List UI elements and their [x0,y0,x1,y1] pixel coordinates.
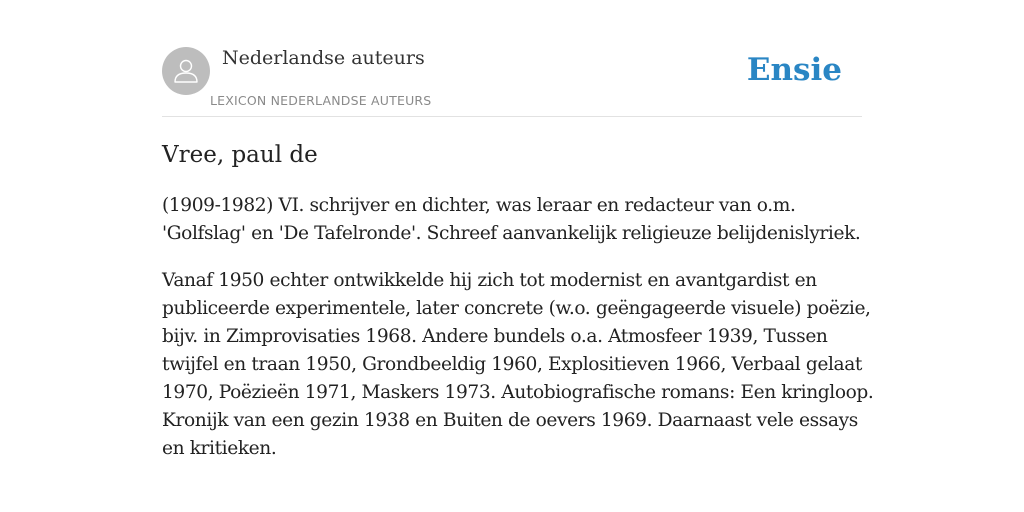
source-avatar[interactable] [162,47,210,95]
article-paragraph: Vanaf 1950 echter ontwikkelde hij zich tot modernist en avantgardist en publiceerde experimentele, later concrete (w.o. geëngageerde visuele) poëzie, bijv. in Zimprovisaties 1968. Andere bundels o.a. Atmosfeer 1939, Tussen twijfel en traan 1950, Grondbeeldig 1960, Explositieven 1966, Verbaal gelaat 1970, Poëzieën 1971, Maskers 1973. Autobiografische romans: Een kringloop. Kronijk van een gezin 1938 en Buiten de oevers 1969. Daarnaast vele essays en kritieken. [162,270,874,459]
source-subtitle: LEXICON NEDERLANDSE AUTEURS [210,93,432,108]
article-body [162,192,874,482]
source-name-link[interactable]: Nederlandse auteurs [222,47,425,69]
brand-logo-link[interactable]: Ensie [746,52,842,88]
article-paragraph: (1909-1982) VI. schrijver en dichter, was leraar en redacteur van o.m. 'Golfslag' en 'De Tafelronde'. Schreef aanvankelijk religieuze belijdenislyriek. [162,195,861,244]
user-icon [171,56,201,86]
article-title: Vree, paul de [162,142,318,168]
source-header [162,46,862,117]
